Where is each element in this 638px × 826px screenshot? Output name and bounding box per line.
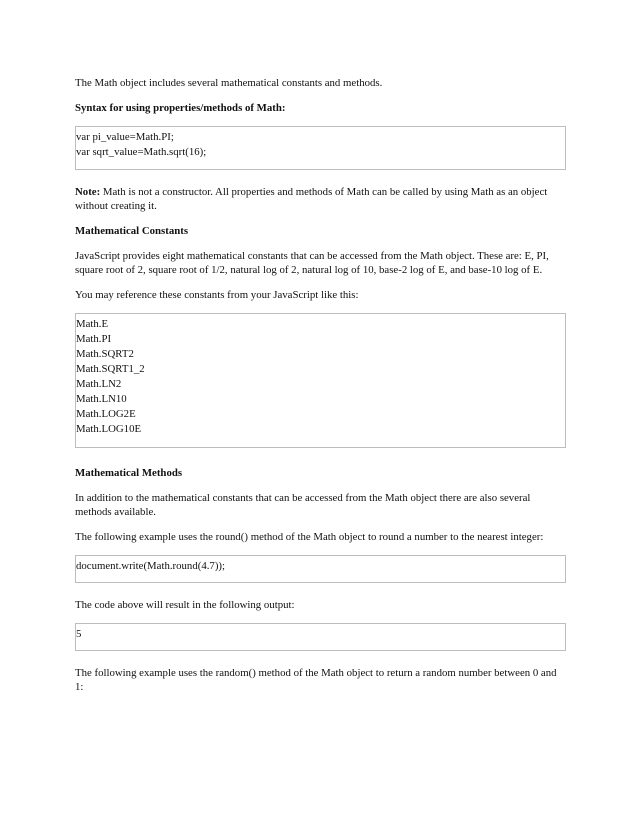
code-line: Math.LN2 bbox=[76, 378, 122, 390]
code-line: Math.LOG2E bbox=[76, 408, 136, 420]
code-line: var pi_value=Math.PI; bbox=[76, 131, 174, 143]
constants-code-block bbox=[75, 313, 566, 448]
code-line: Math.PI bbox=[76, 333, 112, 345]
note-text: Math is not a constructor. All properties and methods of Math can be called by using Math as an object without creating it. bbox=[75, 186, 548, 212]
constants-paragraph: JavaScript provides eight mathematical constants that can be accessed from the Math object. These are: E, PI, square root of 2, square root of 1/2, natural log of 2, natural log of 10, base-2 log of E, and base-10 log of E. bbox=[75, 250, 549, 276]
document-page bbox=[75, 76, 566, 694]
constants-reference-paragraph: You may reference these constants from your JavaScript like this: bbox=[75, 289, 359, 301]
code-line: var sqrt_value=Math.sqrt(16); bbox=[76, 146, 207, 158]
code-line: document.write(Math.round(4.7)); bbox=[76, 560, 226, 572]
code-line: Math.SQRT2 bbox=[76, 348, 134, 360]
code-line: Math.LN10 bbox=[76, 393, 127, 405]
methods-paragraph: In addition to the mathematical constants that can be accessed from the Math object there are also several methods available. bbox=[75, 492, 531, 518]
note-paragraph bbox=[75, 185, 566, 213]
methods-heading: Mathematical Methods bbox=[75, 467, 183, 479]
code-line: Math.LOG10E bbox=[76, 423, 142, 435]
round-paragraph: The following example uses the round() method of the Math object to round a number to the nearest integer: bbox=[75, 531, 544, 543]
output-code-block bbox=[75, 623, 566, 651]
note-label: Note: bbox=[75, 186, 101, 198]
round-code-block bbox=[75, 555, 566, 583]
syntax-heading: Syntax for using properties/methods of Math: bbox=[75, 102, 286, 114]
random-paragraph: The following example uses the random() method of the Math object to return a random number between 0 and 1: bbox=[75, 667, 557, 693]
code-line: 5 bbox=[76, 628, 82, 640]
intro-paragraph: The Math object includes several mathematical constants and methods. bbox=[75, 77, 383, 89]
output-paragraph: The code above will result in the following output: bbox=[75, 599, 295, 611]
syntax-code-block bbox=[75, 126, 566, 170]
code-line: Math.SQRT1_2 bbox=[76, 363, 145, 375]
constants-heading: Mathematical Constants bbox=[75, 225, 189, 237]
code-line: Math.E bbox=[76, 318, 109, 330]
